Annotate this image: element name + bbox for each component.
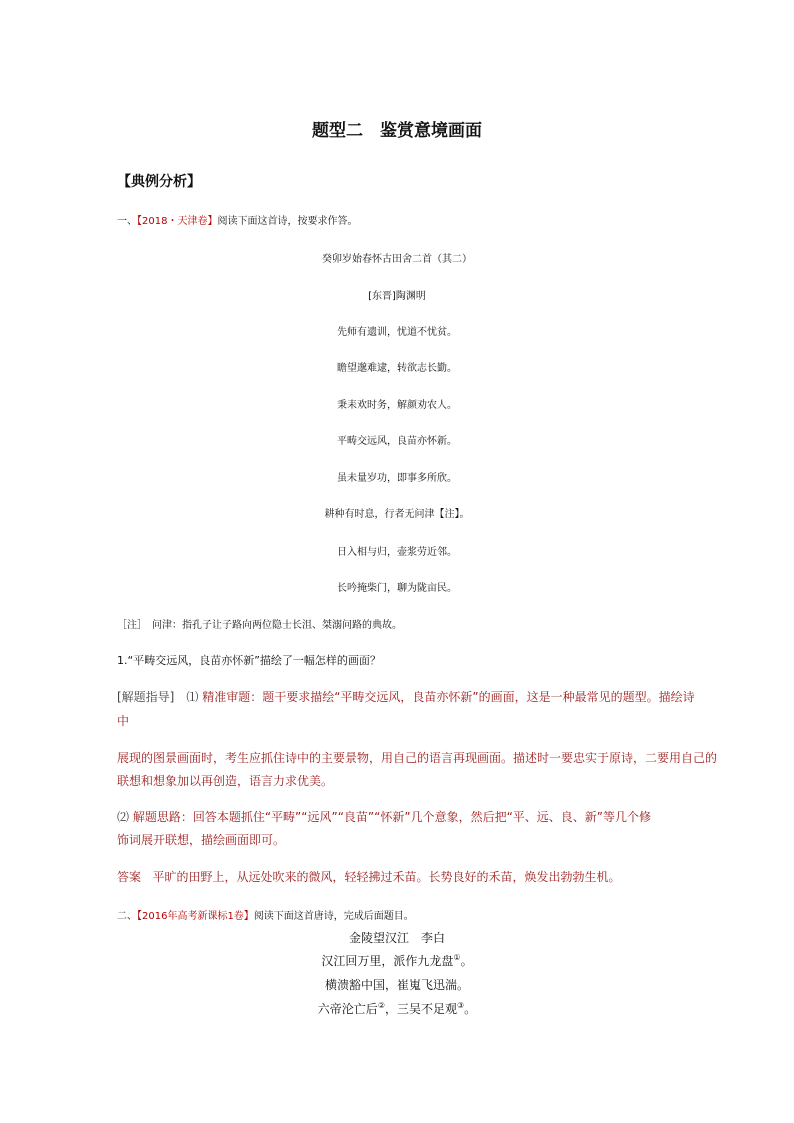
poem-line: 长吟掩柴门，聊为陇亩民。: [337, 583, 457, 594]
poem-author: [东晋]陶渊明: [368, 291, 426, 302]
thought-text: 解题思路：回答本题抓住“平畴”“远风”“良苗”“怀新”几个意象，然后把“平、远、良、新”等几个修: [132, 810, 652, 824]
thought-paragraph-b: 饰词展开联想，描绘画面即可。: [117, 833, 286, 847]
poem2-line-text: 六帝沦亡后: [317, 1002, 378, 1016]
poem-line: 先师有遗训，忧道不忧贫。: [337, 327, 457, 338]
question-instruction: 阅读下面这首诗，按要求作答。: [217, 216, 358, 227]
question-source: 【2016年高考新课标1卷】: [137, 911, 254, 922]
guide-paragraph-2b: 联想和想象加以再创造，语言力求优美。: [117, 774, 334, 788]
poem2-line-end: 。: [460, 954, 473, 968]
footnote-mark: ②: [377, 1001, 385, 1010]
poem2-line-text: 汉江回万里，派作九龙盘: [321, 954, 454, 968]
poem-line: 秉耒欢时务，解颜劝农人。: [337, 400, 457, 411]
guide-paragraph: [117, 688, 695, 705]
poem2-line: [0, 952, 794, 969]
poem2-title: 金陵望汉江 李白: [348, 931, 445, 945]
question-number: 二、: [117, 911, 137, 922]
guide-text: 精准审题：题干要求描绘“平畴交远风，良苗亦怀新”的画面，这是一种最常见的题型。描绘诗: [202, 690, 695, 704]
guide-label: [解题指导] ⑴: [117, 690, 199, 704]
sub-question: 1.“平畴交远风，良苗亦怀新”描绘了一幅怎样的画面？: [117, 654, 381, 667]
page-title: 题型二 鉴赏意境画面: [312, 121, 482, 141]
question-2-header: [117, 907, 414, 922]
poem2-line: [0, 1000, 794, 1017]
poem-line: 虽未量岁功，即事多所欣。: [337, 473, 457, 484]
question-1-header: [117, 212, 357, 227]
poem-line: 日入相与归，壶浆劳近邻。: [337, 547, 457, 558]
section-heading: 【典例分析】: [117, 174, 201, 190]
thought-paragraph: [117, 808, 651, 825]
poem-line: 平畴交远风，良苗亦怀新。: [337, 436, 457, 447]
answer-label: 答案: [117, 870, 142, 884]
poem-line: 耕种有时息，行者无问津【注】。: [324, 509, 470, 520]
poem-line: 瞻望邈难逮，转欲志长勤。: [337, 363, 457, 374]
poem-title: 癸卯岁始春怀古田舍二首（其二）: [322, 254, 472, 265]
question-instruction: 阅读下面这首唐诗，完成后面题目。: [253, 911, 414, 922]
poem2-line: 横溃豁中国，崔嵬飞迅湍。: [324, 978, 469, 992]
guide-paragraph-2a: 展现的图景画面时，考生应抓住诗中的主要景物，用自己的语言再现画面。描述时一要忠实于原诗，二要用自己的: [117, 751, 718, 765]
answer-paragraph: [117, 868, 620, 885]
thought-label: ⑵: [117, 810, 130, 824]
question-number: 一、: [117, 216, 137, 227]
footnote-mark: ③: [457, 1001, 465, 1010]
footnote-mark: ①: [453, 953, 461, 962]
poem2-line-text: ，三吴不足观: [384, 1002, 457, 1016]
poem2-line-end: 。: [464, 1002, 477, 1016]
answer-text: 平旷的田野上，从远处吹来的微风，轻轻拂过禾苗。长势良好的禾苗，焕发出勃勃生机。: [152, 870, 621, 884]
poem-note: ［注］ 问津：指孔子让子路向两位隐士长沮、桀溺问路的典故。: [117, 620, 402, 631]
guide-wrap: 中: [117, 714, 130, 728]
question-source: 【2018・天津卷】: [137, 216, 218, 227]
